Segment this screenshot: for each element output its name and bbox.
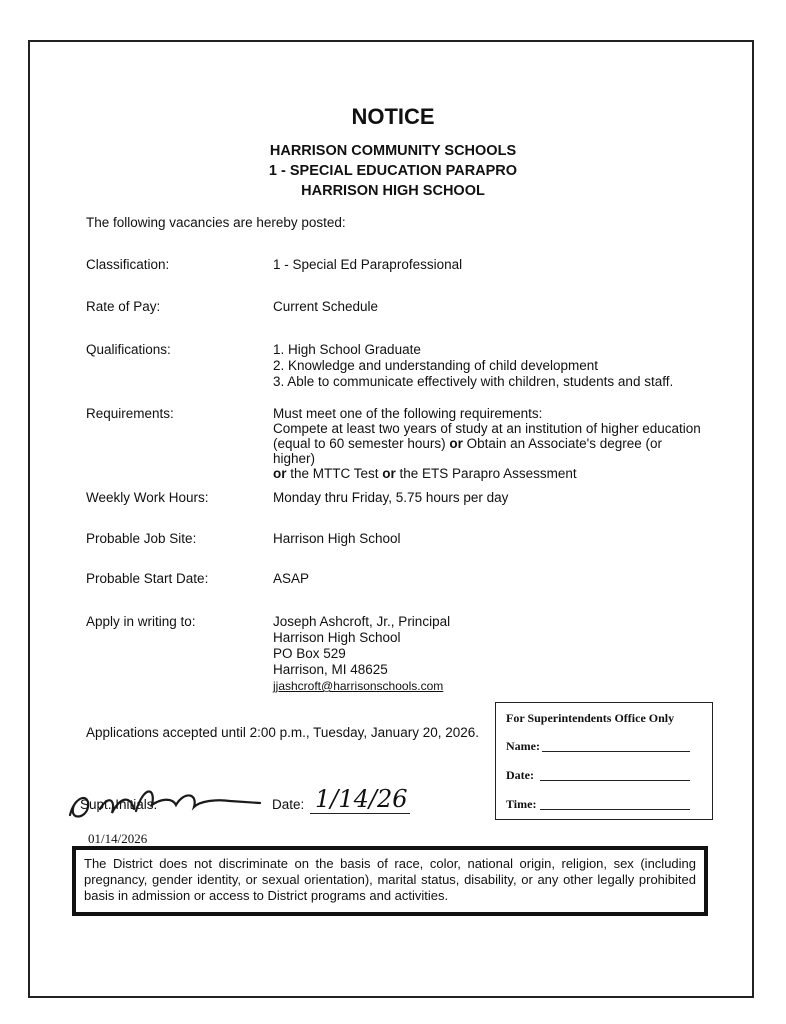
notice-title: NOTICE (351, 104, 435, 129)
qualification-item: 2. Knowledge and understanding of child development (273, 358, 598, 373)
classification-value: 1 - Special Ed Paraprofessional (273, 257, 463, 272)
superintendent-office-box (495, 702, 713, 820)
signature-date-line (310, 813, 410, 814)
classification-label: Classification: (86, 257, 170, 272)
school-name: HARRISON HIGH SCHOOL (301, 183, 485, 199)
address-line: Harrison High School (273, 630, 401, 645)
address-line: PO Box 529 (273, 646, 346, 661)
office-name-line: Name: (506, 739, 696, 754)
hours-label: Weekly Work Hours: (86, 490, 209, 505)
address-line: Joseph Ashcroft, Jr., Principal (273, 614, 451, 629)
applications-deadline: Applications accepted until 2:00 p.m., Tuesday, January 20, 2026. (86, 725, 479, 740)
rate-label: Rate of Pay: (86, 299, 161, 314)
position-title: 1 - SPECIAL EDUCATION PARAPRO (268, 163, 518, 179)
site-value: Harrison High School (273, 531, 401, 546)
office-box-title: For Superintendents Office Only (506, 711, 675, 725)
start-label: Probable Start Date: (86, 571, 209, 586)
signature-date-label: Date: (272, 797, 305, 812)
requirement-line: Compete at least two years of study at an institution of higher education (273, 421, 701, 436)
initials-label: Supt. Initials: (80, 797, 158, 812)
qualifications-value (273, 342, 703, 390)
apply-label: Apply in writing to: (86, 614, 196, 629)
apply-address (273, 614, 703, 694)
office-time-line: Time: (506, 797, 696, 812)
stamp-date: 01/14/2026 (88, 831, 148, 846)
office-date-line: Date: (506, 768, 696, 783)
email-link[interactable]: jjashcroft@harrisonschools.com (273, 679, 444, 693)
hours-value: Monday thru Friday, 5.75 hours per day (273, 490, 509, 505)
intro-text: The following vacancies are hereby posted: (86, 215, 346, 230)
address-line: Harrison, MI 48625 (273, 662, 388, 677)
nondiscrimination-statement: The District does not discriminate on the basis of race, color, national origin, religion, sex (including pregnancy, gender identity, or sexual orientation), marital status, disability, or any other legally prohibited basis in admission or access to District programs and activities. (72, 846, 708, 916)
requirement-line: (equal to 60 semester hours) or Obtain an Associate's degree (or higher) (273, 436, 663, 466)
site-label: Probable Job Site: (86, 531, 197, 546)
rate-value: Current Schedule (273, 299, 379, 314)
requirement-line: or the MTTC Test or the ETS Parapro Assessment (273, 466, 577, 481)
requirement-line: Must meet one of the following requirements: (273, 406, 543, 421)
requirements-value (273, 406, 703, 481)
qualification-item: 3. Able to communicate effectively with children, students and staff. (273, 374, 674, 389)
district-name: HARRISON COMMUNITY SCHOOLS (269, 143, 517, 159)
qualification-item: 1. High School Graduate (273, 342, 421, 357)
qualifications-label: Qualifications: (86, 342, 171, 357)
handwritten-date: 1/14/26 (315, 785, 408, 813)
requirements-label: Requirements: (86, 406, 174, 421)
start-value: ASAP (273, 571, 310, 586)
